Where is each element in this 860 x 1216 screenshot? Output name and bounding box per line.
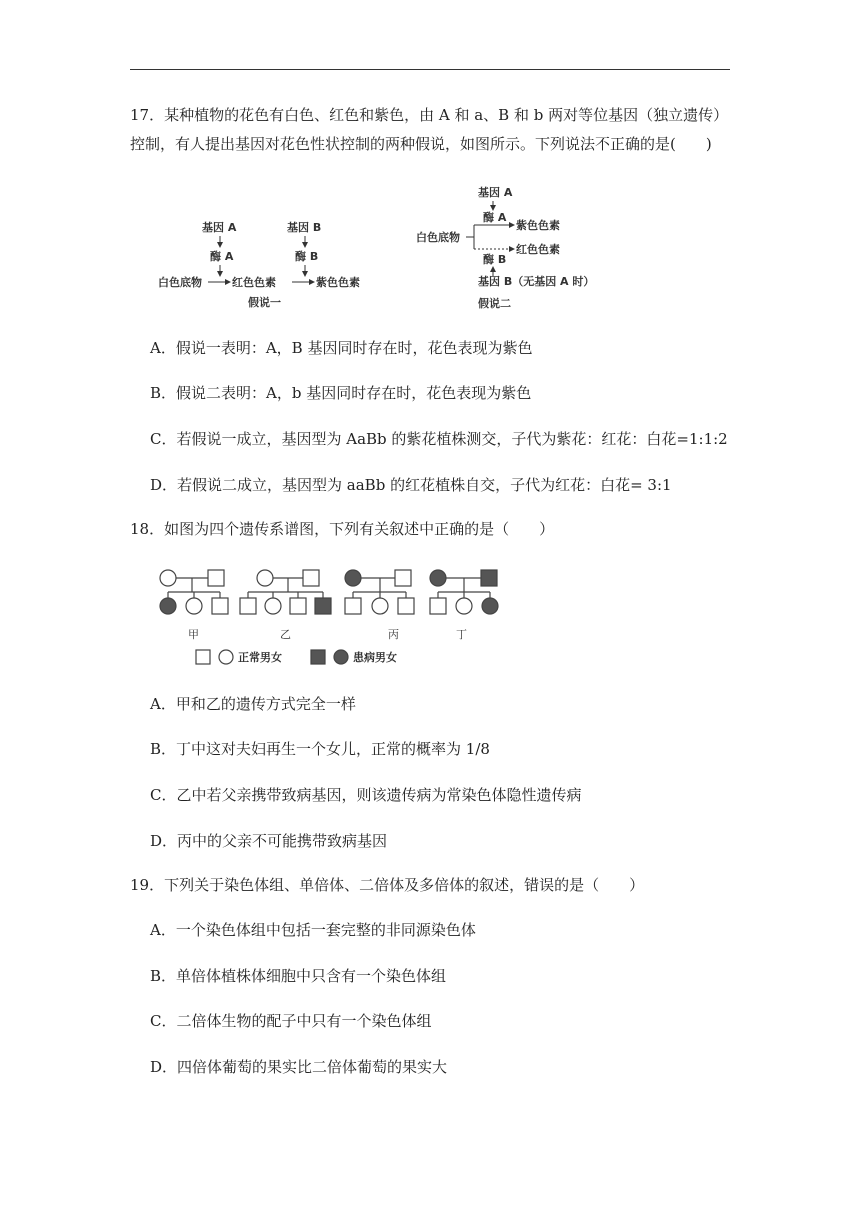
- h1-red-pigment: 红色色素: [232, 276, 276, 289]
- h1-enzyme-a: 酶 A: [210, 250, 234, 263]
- question-17-stem: [130, 101, 730, 159]
- h2-purple-pigment: 紫色色素: [516, 219, 560, 232]
- legend-affected-female: [334, 650, 348, 664]
- question-19-stem: 19．下列关于染色体组、单倍体、二倍体及多倍体的叙述，错误的是（ ）: [130, 876, 645, 894]
- q19-option-c: C．二倍体生物的配子中只有一个染色体组: [150, 1012, 432, 1030]
- q17-option-b: B．假说二表明：A，b 基因同时存在时，花色表现为紫色: [150, 384, 532, 402]
- q18-pedigree-figure: [148, 560, 518, 672]
- legend-normal-label: 正常男女: [238, 651, 282, 664]
- ding-daughter: [456, 598, 472, 614]
- jia-son: [212, 598, 228, 614]
- h2-white-substrate: 白色底物: [416, 231, 460, 244]
- question-18-stem: 18．如图为四个遗传系谱图，下列有关叙述中正确的是（ ）: [130, 520, 555, 538]
- pedigree-label-yi: 乙: [280, 628, 291, 641]
- legend-normal-female: [219, 650, 233, 664]
- q17-option-d: D．若假说二成立，基因型为 aaBb 的红花植株自交，子代为红花：白花= 3:1: [150, 476, 672, 494]
- jia-daughter: [186, 598, 202, 614]
- bing-affected-mother: [345, 570, 361, 586]
- bing-son-1: [345, 598, 361, 614]
- yi-father: [303, 570, 319, 586]
- h2-red-pigment: 红色色素: [516, 243, 560, 256]
- q17-hypothesis-figure: [150, 180, 610, 315]
- jia-affected-daughter: [160, 598, 176, 614]
- yi-daughter: [265, 598, 281, 614]
- jia-father: [208, 570, 224, 586]
- q19-option-d: D．四倍体葡萄的果实比二倍体葡萄的果实大: [150, 1058, 448, 1076]
- yi-son-1: [240, 598, 256, 614]
- q18-option-b: B．丁中这对夫妇再生一个女儿，正常的概率为 1/8: [150, 740, 490, 758]
- bing-father: [395, 570, 411, 586]
- q17-stem-line1: 17．某种植物的花色有白色、红色和紫色，由 A 和 a、B 和 b 两对等位基因（独立遗传）: [130, 106, 729, 124]
- h1-caption: 假说一: [248, 296, 281, 309]
- ding-affected-daughter: [482, 598, 498, 614]
- h1-gene-a: 基因 A: [202, 221, 237, 234]
- yi-affected-son: [315, 598, 331, 614]
- ding-affected-father: [481, 570, 497, 586]
- q17-option-c: C．若假说一成立，基因型为 AaBb 的紫花植株测交，子代为紫花：红花：白花=1:1:2: [150, 430, 728, 448]
- legend-normal-male: [196, 650, 210, 664]
- jia-mother: [160, 570, 176, 586]
- h1-enzyme-b: 酶 B: [295, 250, 319, 263]
- ding-affected-mother: [430, 570, 446, 586]
- h2-enzyme-b: 酶 B: [483, 253, 507, 266]
- h2-caption: 假说二: [478, 297, 511, 310]
- yi-mother: [257, 570, 273, 586]
- h2-gene-b: 基因 B（无基因 A 时）: [478, 275, 595, 288]
- legend-affected-male: [311, 650, 325, 664]
- h1-purple-pigment: 紫色色素: [316, 276, 360, 289]
- legend-affected-label: 患病男女: [353, 651, 397, 664]
- q18-option-c: C．乙中若父亲携带致病基因，则该遗传病为常染色体隐性遗传病: [150, 786, 582, 804]
- h2-enzyme-a: 酶 A: [483, 211, 507, 224]
- bing-daughter: [372, 598, 388, 614]
- pedigree-label-ding: 丁: [456, 628, 467, 641]
- h1-gene-b: 基因 B: [287, 221, 322, 234]
- pedigree-bing: [345, 570, 414, 614]
- pedigree-ding: [430, 570, 498, 614]
- h2-gene-a: 基因 A: [478, 186, 513, 199]
- pedigree-jia: [160, 570, 228, 614]
- bing-son-2: [398, 598, 414, 614]
- pedigree-label-jia: 甲: [188, 628, 199, 641]
- yi-son-2: [290, 598, 306, 614]
- q17-option-a: A．假说一表明：A，B 基因同时存在时，花色表现为紫色: [150, 339, 533, 357]
- q17-stem-line2: 控制，有人提出基因对花色性状控制的两种假说，如图所示。下列说法不正确的是( ): [130, 135, 712, 153]
- q19-option-b: B．单倍体植株体细胞中只含有一个染色体组: [150, 967, 447, 985]
- q18-option-a: A．甲和乙的遗传方式完全一样: [150, 695, 356, 713]
- q19-option-a: A．一个染色体组中包括一套完整的非同源染色体: [150, 921, 476, 939]
- ding-son: [430, 598, 446, 614]
- header-rule: [130, 69, 730, 70]
- pedigree-label-bing: 丙: [388, 628, 399, 641]
- q18-option-d: D．丙中的父亲不可能携带致病基因: [150, 832, 388, 850]
- pedigree-yi: [240, 570, 331, 614]
- h1-white-substrate: 白色底物: [158, 276, 202, 289]
